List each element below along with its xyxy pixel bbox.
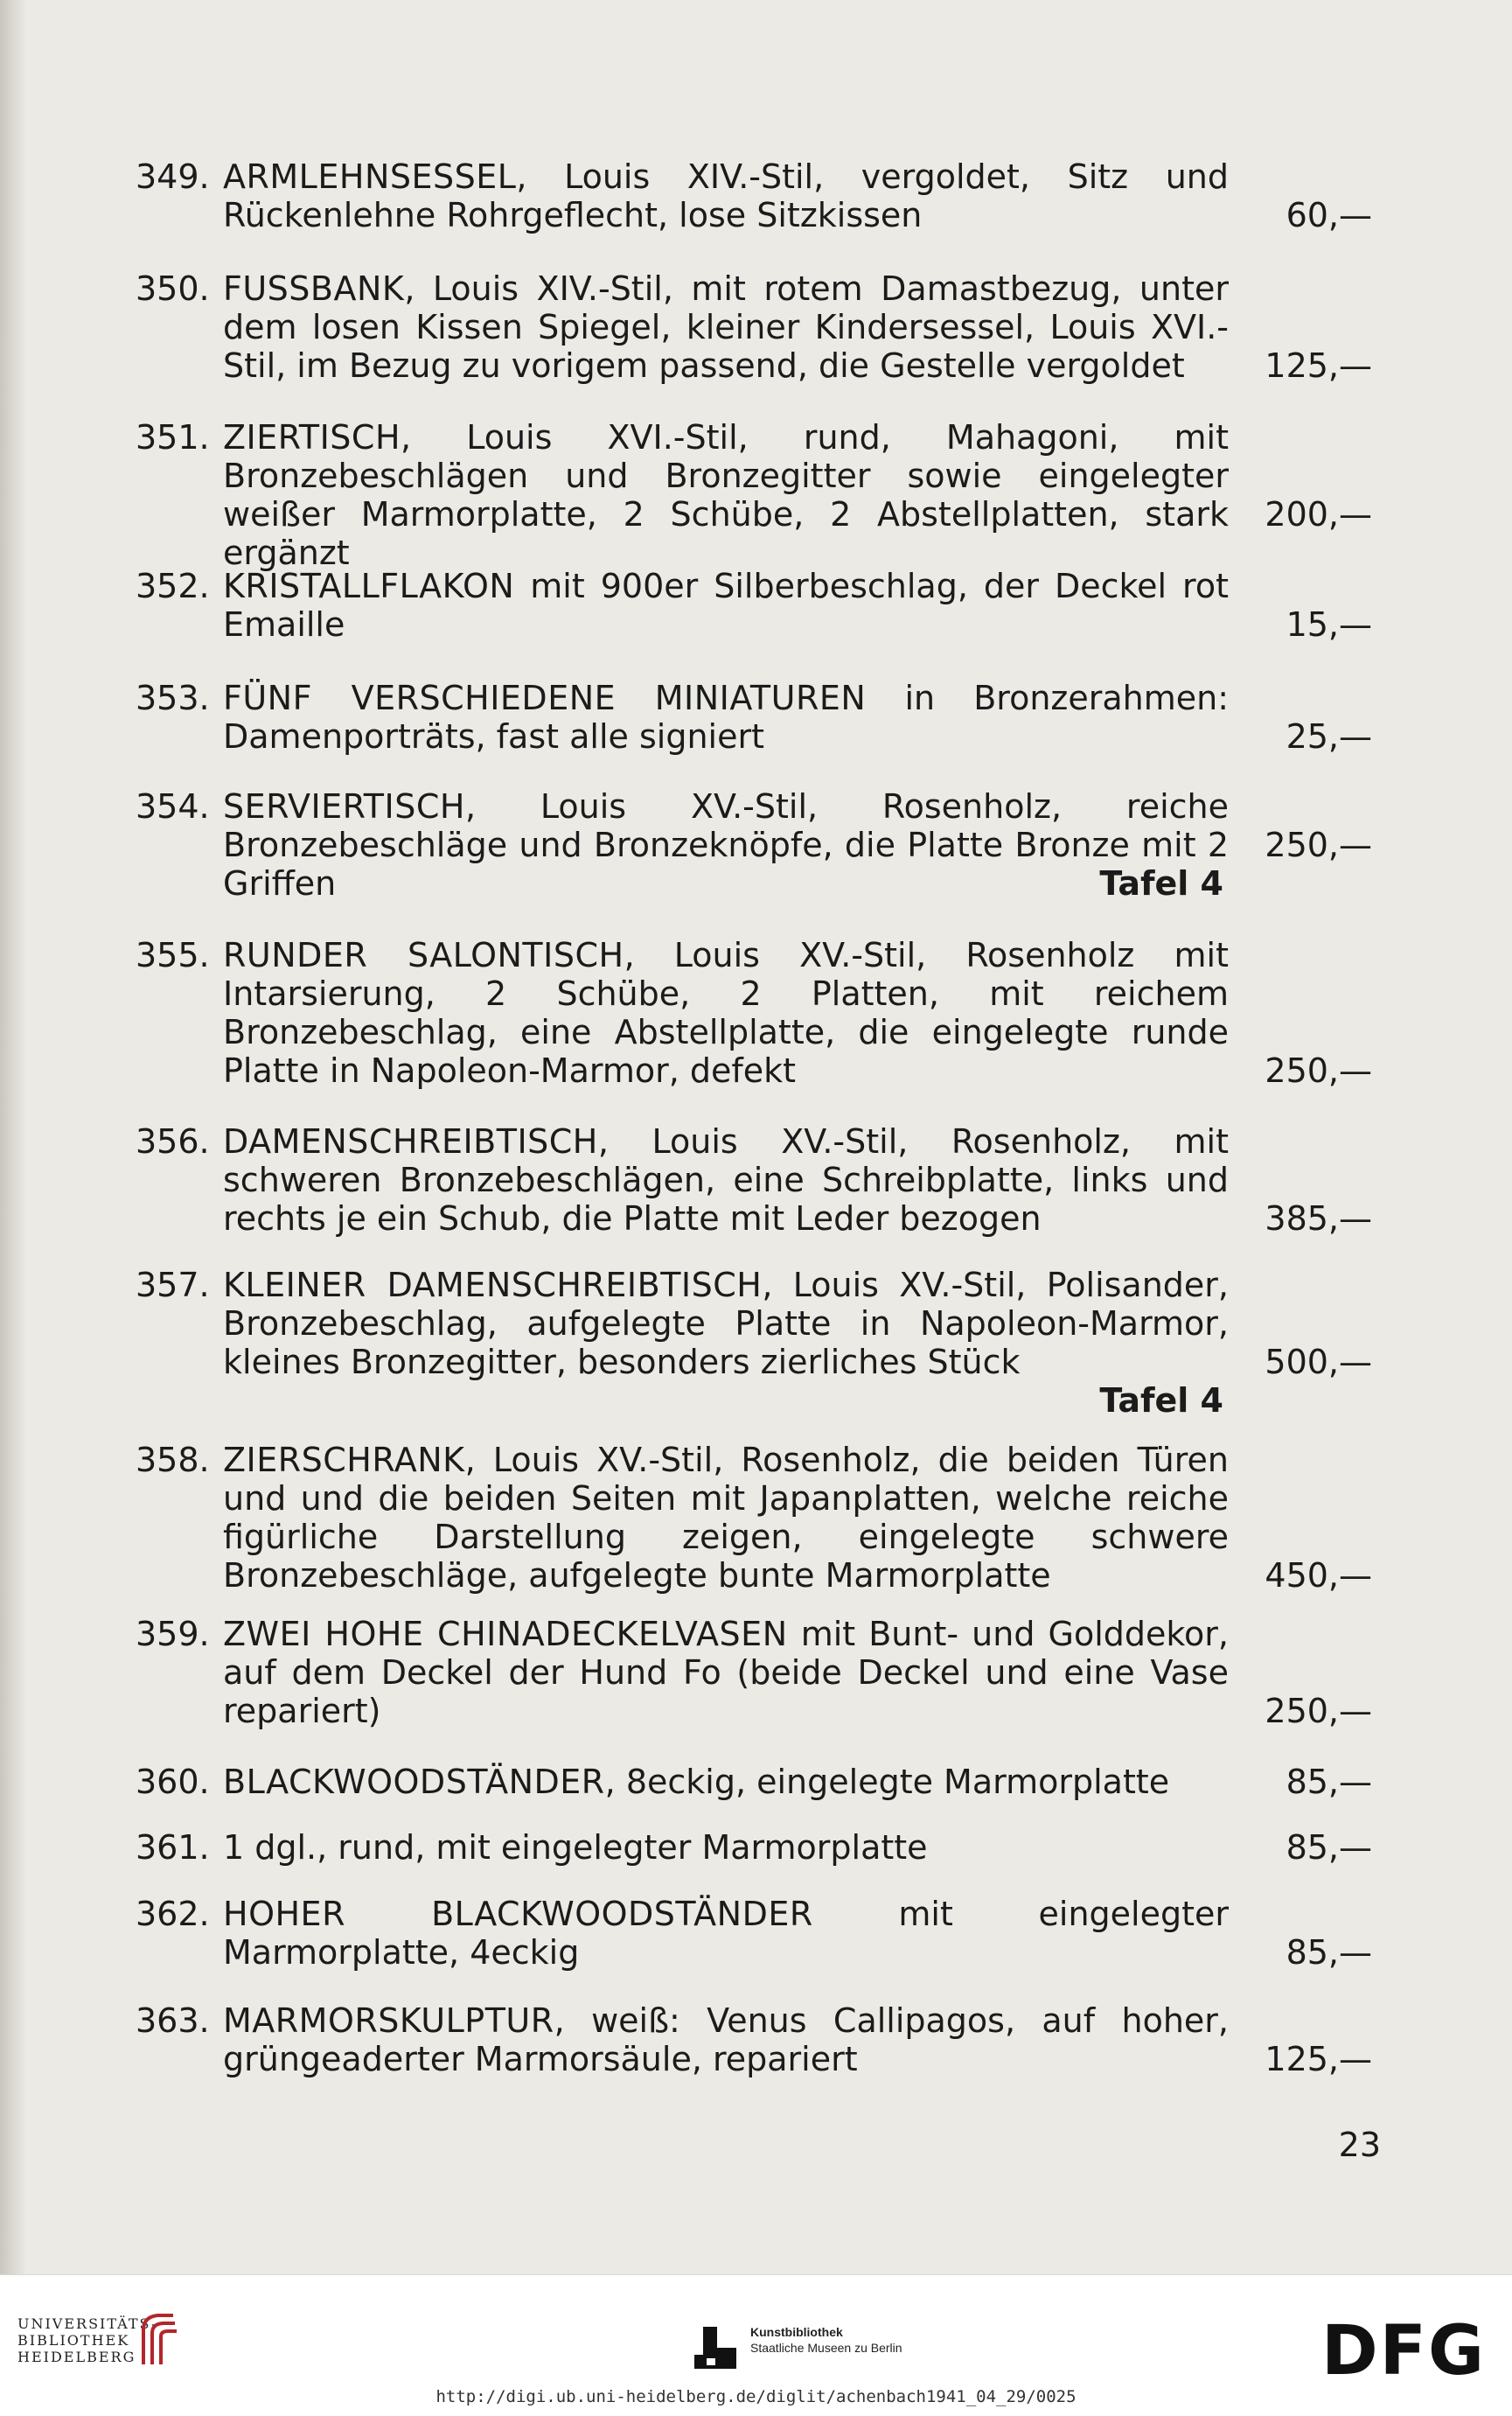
catalog-entry bbox=[0, 1895, 1512, 1972]
entry-text: in Bronzerahmen: Damenporträts, fast alle signiert bbox=[223, 679, 1229, 756]
entry-text: , Louis XIV.-Stil, vergoldet, Sitz und Rückenlehne Rohrgeflecht, lose Sitzkissen bbox=[223, 157, 1229, 234]
entry-title: RUNDER SALONTISCH bbox=[223, 936, 624, 974]
entry-text: mit Bunt- und Golddekor, auf dem Deckel der Hund Fo (beide Deckel und eine Vase repariert) bbox=[223, 1615, 1229, 1730]
entry-price: 60,— bbox=[1286, 196, 1372, 234]
entry-description bbox=[223, 679, 1229, 756]
entry-price: 500,— bbox=[1265, 1343, 1372, 1381]
entry-price: 85,— bbox=[1286, 1763, 1372, 1801]
entry-price: 250,— bbox=[1265, 1692, 1372, 1730]
entry-number: 363. bbox=[136, 2001, 210, 2040]
university-line-1: UNIVERSITÄTS- bbox=[17, 2315, 158, 2332]
entry-number: 354. bbox=[136, 787, 210, 826]
entry-title: SERVIERTISCH bbox=[223, 787, 465, 826]
catalog-entry bbox=[0, 1266, 1512, 1420]
catalog-entry bbox=[0, 1441, 1512, 1595]
catalog-entry bbox=[0, 1122, 1512, 1238]
plate-reference: Tafel 4 bbox=[1099, 1381, 1223, 1420]
entry-title: KLEINER DAMENSCHREIBTISCH bbox=[223, 1266, 763, 1304]
entry-price: 125,— bbox=[1265, 2040, 1372, 2078]
entry-price: 450,— bbox=[1265, 1556, 1372, 1595]
entry-text: mit 900er Silberbeschlag, der Deckel rot Emaille bbox=[223, 567, 1229, 644]
entry-description bbox=[223, 1266, 1229, 1381]
entry-number: 361. bbox=[136, 1828, 210, 1867]
entry-number: 356. bbox=[136, 1122, 210, 1161]
entry-text: , 8eckig, eingelegte Marmorplatte bbox=[604, 1763, 1170, 1801]
entry-price: 250,— bbox=[1265, 826, 1372, 864]
entry-price: 25,— bbox=[1286, 717, 1372, 756]
footer-bar bbox=[0, 2274, 1512, 2416]
entry-number: 352. bbox=[136, 567, 210, 605]
entry-title: ARMLEHNSESSEL bbox=[223, 157, 517, 196]
catalog-entry bbox=[0, 787, 1512, 903]
catalog-entry bbox=[0, 1615, 1512, 1730]
entry-text: , Louis XV.-Stil, Rosenholz, die beiden Türen und und die beiden Seiten mit Japanplatten, welche reiche figürliche Darstellung zeigen, eingelegte schwere Bronzebeschläge, aufgelegte bunte Marmorplatte bbox=[223, 1441, 1229, 1595]
entry-description bbox=[223, 787, 1229, 903]
entry-description bbox=[223, 1441, 1229, 1595]
entry-description bbox=[223, 936, 1229, 1090]
kunstbibliothek-label[interactable] bbox=[750, 2324, 902, 2356]
entry-description bbox=[223, 1828, 1229, 1867]
entry-description bbox=[223, 1763, 1229, 1801]
entry-description bbox=[223, 1615, 1229, 1730]
entry-price: 85,— bbox=[1286, 1933, 1372, 1972]
entry-text: , Louis XV.-Stil, Rosenholz, mit schweren Bronzebeschlägen, eine Schreibplatte, links und rechts je ein Schub, die Platte mit Leder bezogen bbox=[223, 1122, 1229, 1238]
entry-price: 15,— bbox=[1286, 605, 1372, 644]
source-url-link[interactable]: http://digi.ub.uni-heidelberg.de/diglit/achenbach1941_04_29/0025 bbox=[435, 2387, 1077, 2406]
entry-number: 359. bbox=[136, 1615, 210, 1653]
entry-description bbox=[223, 1895, 1229, 1972]
entry-number: 353. bbox=[136, 679, 210, 717]
entry-number: 358. bbox=[136, 1441, 210, 1479]
catalog-entry bbox=[0, 567, 1512, 644]
entry-description bbox=[223, 2001, 1229, 2078]
entry-title: MARMORSKULPTUR bbox=[223, 2001, 554, 2040]
entry-title: ZIERTISCH bbox=[223, 418, 401, 457]
entry-text: , weiß: Venus Callipagos, auf hoher, grüngeaderter Marmorsäule, repariert bbox=[223, 2001, 1229, 2078]
entry-number: 360. bbox=[136, 1763, 210, 1801]
entry-text: , Louis XV.-Stil, Rosenholz mit Intarsierung, 2 Schübe, 2 Platten, mit reichem Bronzebeschlag, eine Abstellplatte, die eingelegte runde Platte in Napoleon-Marmor, defekt bbox=[223, 936, 1229, 1090]
entry-text: , Louis XV.-Stil, Polisander, Bronzebeschlag, aufgelegte Platte in Napoleon-Marmor, kleines Bronzegitter, besonders zierliches Stück bbox=[223, 1266, 1229, 1381]
entry-description bbox=[223, 269, 1229, 385]
university-library-logo[interactable] bbox=[17, 2315, 157, 2365]
entry-price: 125,— bbox=[1265, 346, 1372, 385]
catalog-entry bbox=[0, 2001, 1512, 2078]
catalog-entry bbox=[0, 269, 1512, 385]
catalog-entry bbox=[0, 1763, 1512, 1801]
catalog-entry bbox=[0, 418, 1512, 572]
university-line-2: BIBLIOTHEK bbox=[17, 2332, 130, 2349]
entry-number: 349. bbox=[136, 157, 210, 196]
entry-title: FUSSBANK bbox=[223, 269, 405, 308]
entry-text: 1 dgl., rund, mit eingelegter Marmorplatte bbox=[223, 1828, 928, 1867]
kunstbibliothek-title: Kunstbibliothek bbox=[750, 2325, 843, 2339]
entry-description bbox=[223, 418, 1229, 572]
entry-text: , Louis XVI.-Stil, rund, Mahagoni, mit Bronzebeschlägen und Bronzegitter sowie eingelegter weißer Marmorplatte, 2 Schübe, 2 Abstellplatten, stark ergänzt bbox=[223, 418, 1229, 572]
entry-text: , Louis XV.-Stil, Rosenholz, reiche Bronzebeschläge und Bronzeknöpfe, die Platte Bronze mit 2 Griffen bbox=[223, 787, 1229, 903]
entry-number: 362. bbox=[136, 1895, 210, 1933]
entry-text: , Louis XIV.-Stil, mit rotem Damastbezug, unter dem losen Kissen Spiegel, kleiner Kindersessel, Louis XVI.-Stil, im Bezug zu vorigem passend, die Gestelle vergoldet bbox=[223, 269, 1229, 385]
catalog-entry bbox=[0, 157, 1512, 234]
page-number: 23 bbox=[1338, 2126, 1381, 2164]
kunstbibliothek-subtitle: Staatliche Museen zu Berlin bbox=[750, 2341, 902, 2355]
entry-number: 350. bbox=[136, 269, 210, 308]
entry-title: ZIERSCHRANK bbox=[223, 1441, 465, 1479]
entry-title: KRISTALLFLAKON bbox=[223, 567, 515, 605]
catalog-entry bbox=[0, 1828, 1512, 1867]
entry-number: 351. bbox=[136, 418, 210, 457]
entry-price: 85,— bbox=[1286, 1828, 1372, 1867]
dfg-logo[interactable]: DFG bbox=[1320, 2312, 1486, 2391]
kunstbibliothek-logo-icon bbox=[691, 2323, 740, 2372]
entry-title: FÜNF VERSCHIEDENE MINIATUREN bbox=[223, 679, 867, 717]
entry-price: 250,— bbox=[1265, 1051, 1372, 1090]
plate-reference: Tafel 4 bbox=[1099, 864, 1223, 903]
entry-description bbox=[223, 1122, 1229, 1238]
university-line-3: HEIDELBERG bbox=[17, 2349, 136, 2365]
university-mark-icon bbox=[138, 2312, 180, 2370]
entry-price: 385,— bbox=[1265, 1199, 1372, 1238]
catalog-entry bbox=[0, 936, 1512, 1090]
entry-description bbox=[223, 567, 1229, 644]
entry-title: DAMENSCHREIBTISCH bbox=[223, 1122, 598, 1161]
entry-title: HOHER BLACKWOODSTÄNDER bbox=[223, 1895, 813, 1933]
entry-title: BLACKWOODSTÄNDER bbox=[223, 1763, 605, 1801]
entry-price: 200,— bbox=[1265, 495, 1372, 534]
entry-description bbox=[223, 157, 1229, 234]
entry-number: 357. bbox=[136, 1266, 210, 1304]
entry-title: ZWEI HOHE CHINADECKELVASEN bbox=[223, 1615, 788, 1653]
entry-text: mit eingelegter Marmorplatte, 4eckig bbox=[223, 1895, 1229, 1972]
entry-number: 355. bbox=[136, 936, 210, 974]
catalog-entry bbox=[0, 679, 1512, 756]
